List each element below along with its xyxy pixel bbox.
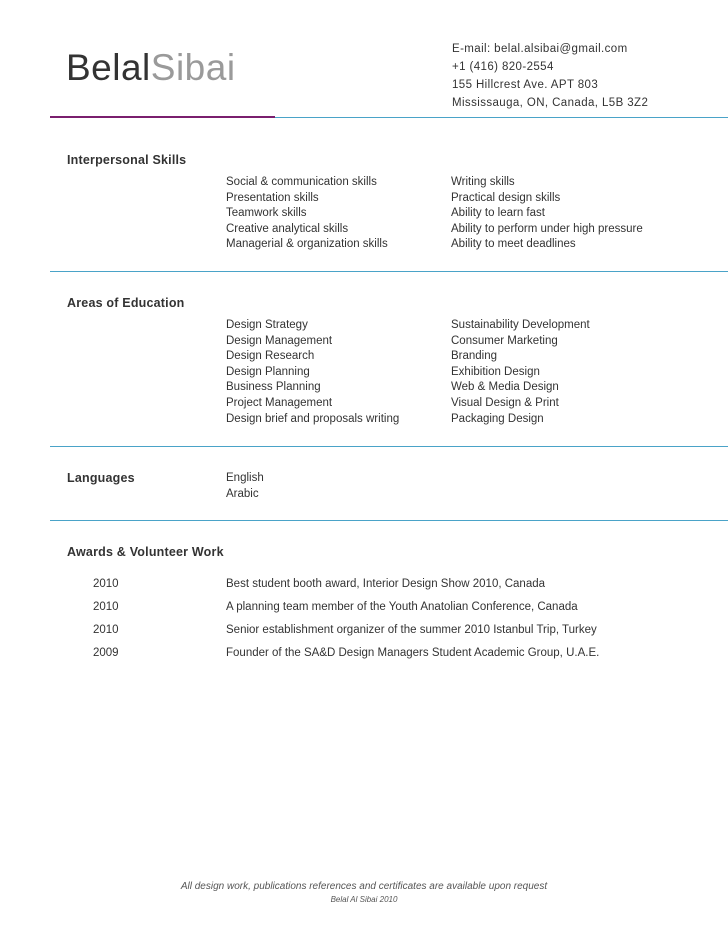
interpersonal-col-2 [451, 175, 643, 253]
skill-item: Managerial & organization skills [226, 238, 388, 251]
section-divider [50, 520, 728, 521]
education-item: Design Management [226, 334, 333, 347]
address-line-2: Mississauga, ON, Canada, L5B 3Z2 [452, 97, 649, 109]
name-title [66, 48, 236, 88]
skill-item: Creative analytical skills [226, 222, 349, 235]
education-item: Sustainability Development [451, 319, 590, 331]
award-year: 2010 [93, 624, 119, 636]
education-item: Design Planning [226, 365, 310, 378]
education-item: Design Research [226, 350, 315, 363]
section-divider [50, 271, 728, 272]
award-year: 2010 [93, 601, 119, 613]
education-item: Design brief and proposals writing [226, 412, 400, 425]
last-name: Sibai [150, 47, 236, 88]
skill-item: Ability to learn fast [451, 207, 545, 220]
skill-item: Social & communication skills [226, 176, 377, 188]
address-line-1: 155 Hillcrest Ave. APT 803 [452, 79, 599, 91]
skill-item: Writing skills [451, 176, 515, 188]
languages-list [226, 471, 264, 502]
award-text: A planning team member of the Youth Anatolian Conference, Canada [226, 601, 578, 613]
education-item: Design Strategy [226, 319, 308, 331]
skill-item: Practical design skills [451, 191, 561, 204]
education-item: Exhibition Design [451, 365, 540, 378]
education-item: Business Planning [226, 381, 321, 394]
award-text: Founder of the SA&D Design Managers Student Academic Group, U.A.E. [226, 647, 600, 659]
education-item: Packaging Design [451, 412, 544, 425]
header-accent-bar [50, 116, 275, 118]
language-item: English [226, 472, 264, 484]
education-item: Project Management [226, 396, 333, 409]
phone: +1 (416) 820-2554 [452, 61, 554, 73]
skill-item: Ability to meet deadlines [451, 238, 576, 251]
award-year: 2009 [93, 647, 119, 659]
contact-block [452, 40, 648, 112]
award-year: 2010 [93, 578, 119, 590]
skill-item: Ability to perform under high pressure [451, 222, 643, 235]
first-name: Belal [66, 47, 151, 88]
interpersonal-col-1 [226, 175, 388, 253]
award-text: Senior establishment organizer of the summer 2010 Istanbul Trip, Turkey [226, 624, 597, 636]
email: E-mail: belal.alsibai@gmail.com [452, 43, 628, 55]
footer-credit: Belal Al Sibai 2010 [330, 895, 398, 904]
education-item: Web & Media Design [451, 381, 559, 394]
skill-item: Presentation skills [226, 191, 319, 204]
education-item: Visual Design & Print [451, 396, 559, 409]
section-heading-education: Areas of Education [67, 296, 185, 310]
education-item: Consumer Marketing [451, 334, 558, 347]
section-heading-interpersonal: Interpersonal Skills [67, 153, 187, 167]
education-col-2 [451, 318, 590, 427]
section-heading-languages: Languages [67, 471, 135, 485]
award-text: Best student booth award, Interior Design Show 2010, Canada [226, 578, 546, 590]
section-divider [50, 446, 728, 447]
language-item: Arabic [226, 487, 259, 500]
skill-item: Teamwork skills [226, 207, 307, 220]
education-item: Branding [451, 350, 498, 363]
section-heading-awards: Awards & Volunteer Work [67, 545, 224, 559]
education-col-1 [226, 318, 399, 427]
footer-note: All design work, publications references and certificates are available upon request [180, 881, 548, 892]
